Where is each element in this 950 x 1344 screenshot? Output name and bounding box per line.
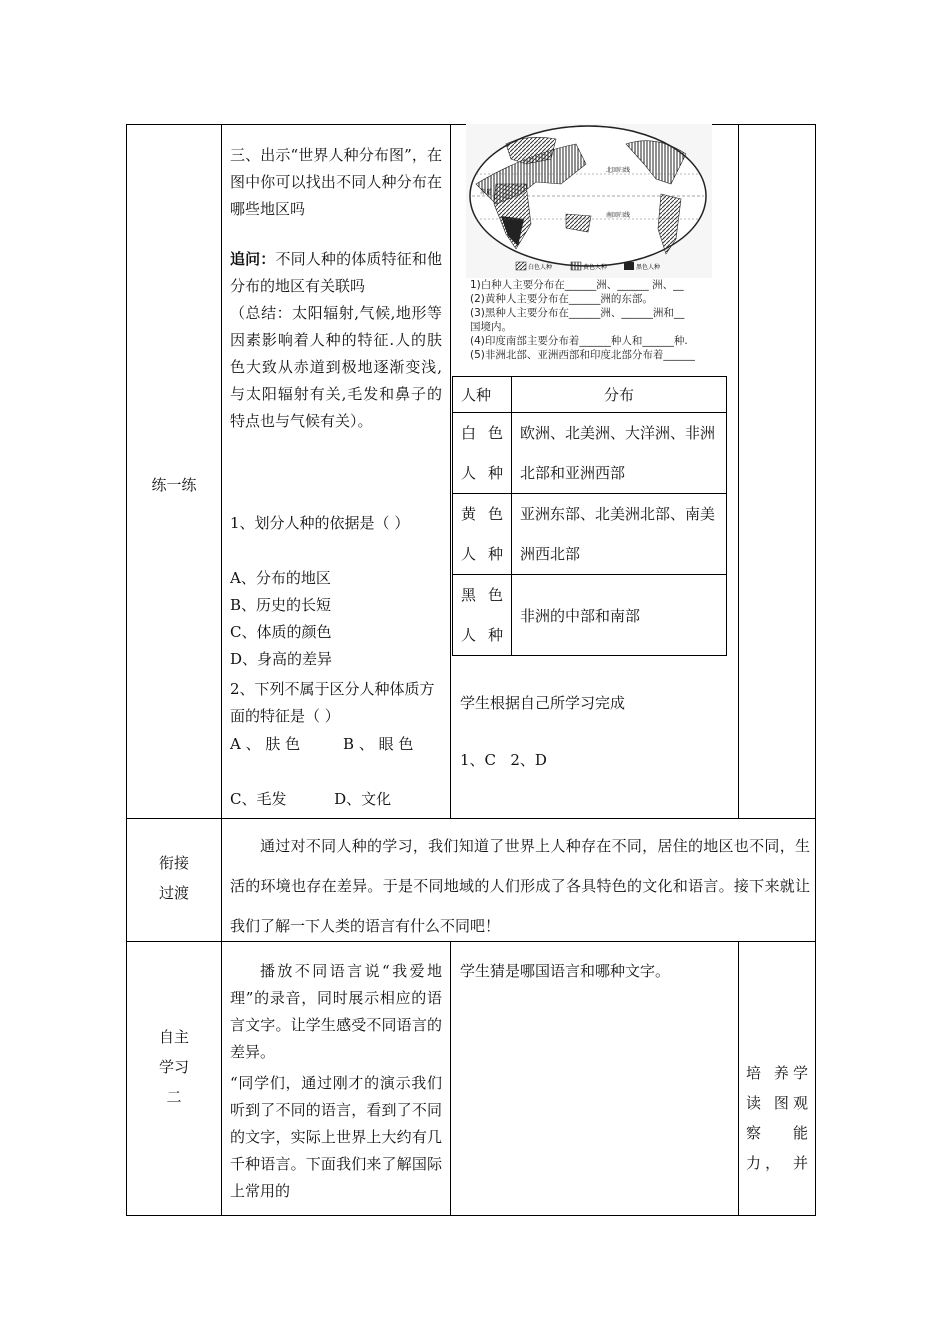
race-line: 人种 [461, 545, 503, 563]
table-row [453, 413, 727, 494]
distribution-cell: 非洲的中部和南部 [512, 575, 727, 656]
student-answers: 1、C 2、D [460, 751, 547, 769]
purpose-text: 培 养学 读 图观 察 能力， 并 [746, 1064, 808, 1172]
col-divider-3-bottom [738, 941, 739, 1216]
activity-show-map: 三、出示“世界人种分布图”，在图中你可以找出不同人种分布在哪些地区吗 [230, 146, 442, 218]
label-line: 衔接 [158, 854, 189, 872]
map-question: (3)黑种人主要分布在______洲、______洲和__ [470, 307, 685, 319]
world-race-map [466, 124, 712, 278]
followup-text: 不同人种的体质特征和他分布的地区有关联吗 [230, 250, 442, 295]
header-race: 人种 [453, 377, 512, 413]
world-map-graphic [466, 124, 712, 278]
col-divider-2-top [450, 124, 451, 818]
legend-yellow: 黄色人种 [583, 264, 608, 271]
map-questions [470, 278, 740, 362]
label-equator: 赤道 [480, 189, 493, 196]
question-1: 1、划分人种的依据是（ ） [230, 514, 410, 532]
section-label-self-study [126, 1022, 222, 1112]
map-question: (4)印度南部主要分布着______种人和______种. [470, 335, 688, 347]
race-line: 人种 [461, 626, 503, 644]
distribution-cell: 欧洲、北美洲、大洋洲、非洲北部和亚洲西部 [512, 413, 727, 494]
col-divider-3-top [738, 124, 739, 818]
map-question: (2)黄种人主要分布在______洲的东部。 [470, 293, 653, 305]
label-line: 自主 [158, 1028, 189, 1046]
question-1-options [230, 565, 442, 673]
activity-followup [230, 246, 442, 300]
section-label-practice: 练一练 [151, 476, 197, 494]
row-divider-1 [126, 818, 816, 819]
label-line: 过渡 [158, 884, 189, 902]
col-divider-2-bottom [450, 941, 451, 1216]
option: D、身高的差异 [230, 650, 333, 668]
label-tropic-south: 南回归线 [606, 212, 631, 219]
race-cell [453, 494, 512, 575]
option: C、体质的颜色 [230, 623, 332, 641]
race-cell [453, 575, 512, 656]
self-study-p2: “同学们，通过刚才的演示我们听到了不同的语言，看到了不同的文字，实际上世界上大约有几千种语言。下面我们来了解国际上常用的 [230, 1074, 442, 1200]
question-2: 2、下列不属于区分人种体质方面的特征是（ ） [230, 680, 435, 725]
question-2-options-line1: A 、 肤 色 B 、 眼 色 [230, 735, 414, 753]
table-row [453, 494, 727, 575]
student-guess: 学生猜是哪国语言和哪种文字。 [460, 962, 671, 980]
map-question: 国境内。 [470, 321, 512, 333]
header-distribution: 分布 [512, 377, 727, 413]
map-question: 1)白种人主要分布在______洲、______ 洲、__ [470, 279, 684, 291]
table-header-row [453, 377, 727, 413]
table-row [453, 575, 727, 656]
race-distribution-table [452, 376, 727, 656]
label-tropic-north: 北回归线 [606, 167, 631, 174]
section-label-transition [126, 848, 222, 908]
transition-text: 通过对不同人种的学习，我们知道了世界上人种存在不同，居住的地区也不同，生活的环境也存在差异。于是不同地域的人们形成了各具特色的文化和语言。接下来就让我们了解一下人类的语言有什么不同吧！ [230, 837, 810, 935]
activity-summary: （总结：太阳辐射,气候,地形等因素影响着人种的特征.人的肤色大致从赤道到极地逐渐变浅,与太阳辐射有关,毛发和鼻子的特点也与气候有关）。 [230, 304, 442, 430]
race-line: 白 色 [461, 424, 503, 442]
map-question: (5)非洲北部、亚洲西部和印度北部分布着______ [470, 349, 695, 361]
option: B、历史的长短 [230, 596, 332, 614]
question-2-options-line2: C、毛发 D、文化 [230, 790, 392, 808]
race-line: 黄 色 [461, 505, 503, 523]
race-line: 人种 [461, 464, 503, 482]
followup-label: 追问： [230, 250, 276, 268]
race-cell [453, 413, 512, 494]
self-study-p1: 播放不同语言说“我爱地理”的录音，同时展示相应的语言文字。让学生感受不同语言的差异。 [230, 962, 442, 1061]
legend-white: 白色人种 [528, 264, 553, 271]
distribution-cell: 亚洲东部、北美洲北部、南美洲西北部 [512, 494, 727, 575]
student-complete: 学生根据自己所学习完成 [460, 694, 626, 712]
label-line: 二 [166, 1088, 182, 1106]
label-line: 学习 [158, 1058, 189, 1076]
race-line: 黑 色 [461, 586, 503, 604]
legend-black: 黑色人种 [636, 264, 661, 271]
option: A、分布的地区 [230, 569, 331, 587]
